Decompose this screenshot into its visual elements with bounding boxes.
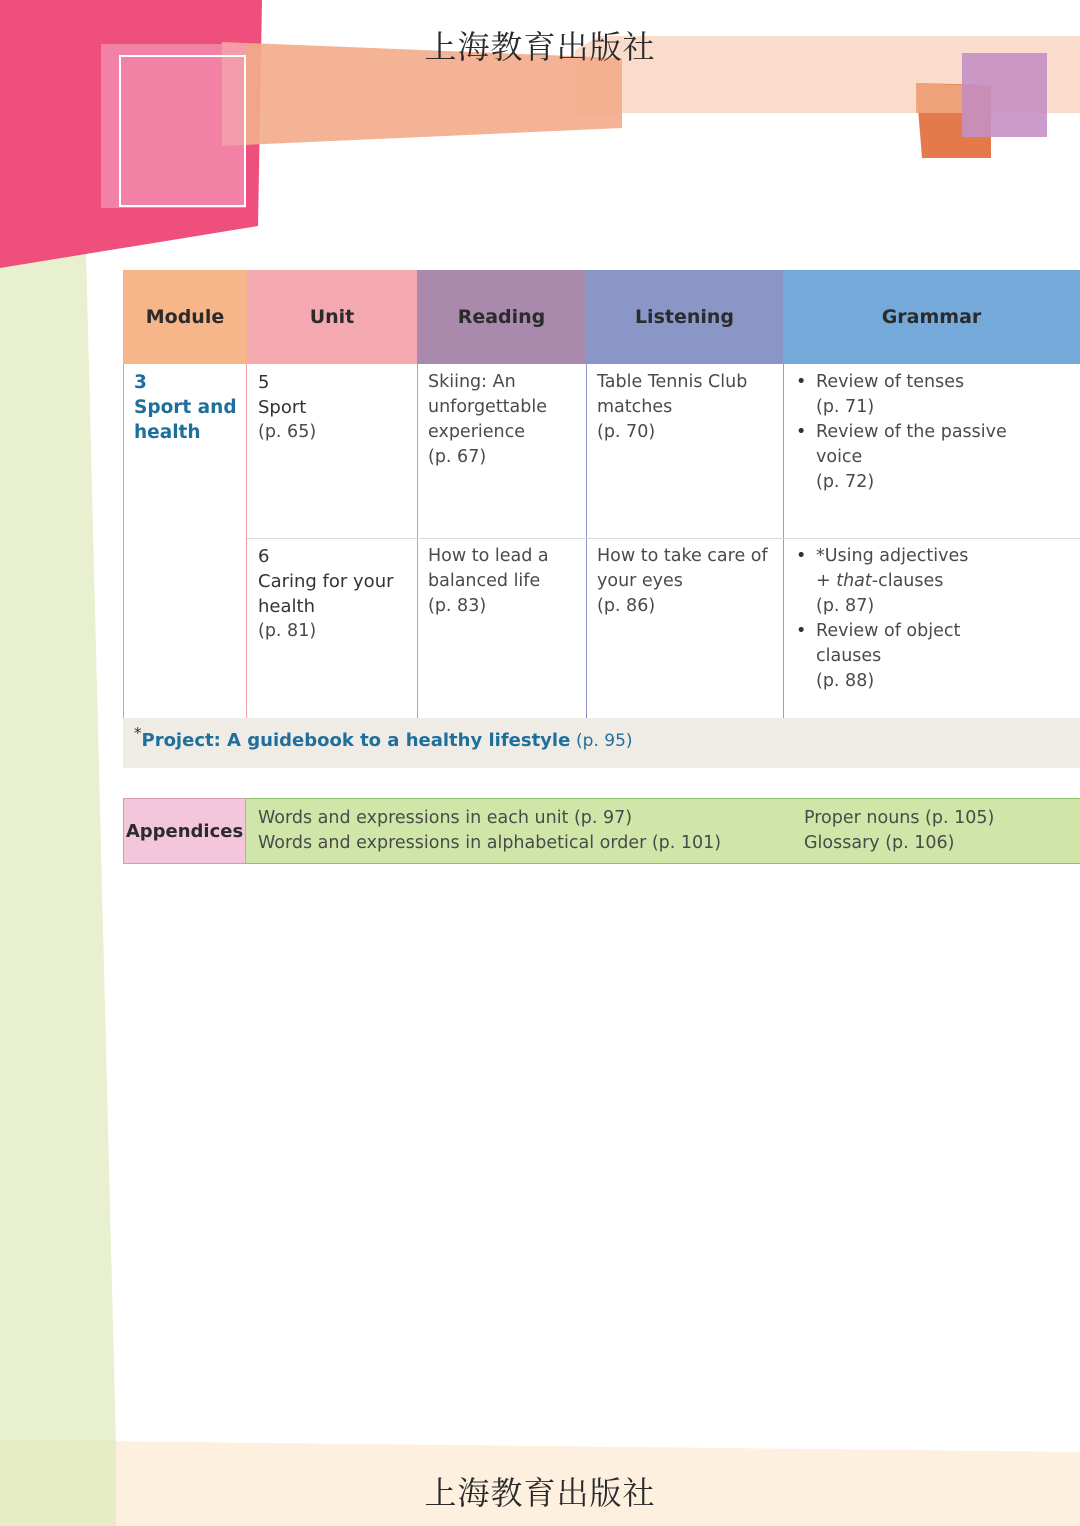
reading-cell-5 — [417, 364, 586, 470]
grammar-item-cont: voice — [816, 447, 863, 467]
appendix-item: Proper nouns (p. 105) — [804, 808, 995, 828]
reading-cell-6 — [417, 538, 586, 619]
header-unit: Unit — [247, 270, 417, 364]
appendices-row — [123, 798, 1080, 864]
header-grammar: Grammar — [783, 270, 1080, 364]
grammar-page: (p. 88) — [816, 671, 875, 691]
appendix-item: Glossary (p. 106) — [804, 833, 955, 853]
unit-cell-5 — [247, 364, 417, 445]
reading-line: balanced life — [428, 571, 541, 591]
publisher-watermark-top: 上海教育出版社 — [424, 28, 656, 66]
module-cell — [123, 364, 246, 445]
unit-page: (p. 81) — [258, 621, 317, 641]
unit-number: 5 — [258, 372, 270, 393]
grammar-page: (p. 72) — [816, 472, 875, 492]
project-bar — [123, 718, 1080, 768]
unit-title-cont: health — [258, 596, 315, 617]
appendices-body — [246, 798, 1080, 864]
project-star: * — [134, 724, 142, 742]
unit-page: (p. 65) — [258, 422, 317, 442]
reading-page: (p. 67) — [428, 447, 487, 467]
listening-line: matches — [597, 397, 673, 417]
project-page: (p. 95) — [576, 731, 633, 751]
appendices-col1 — [258, 806, 721, 856]
appendix-item: Words and expressions in alphabetical order (p. 101) — [258, 833, 722, 853]
module-number: 3 — [134, 372, 147, 393]
reading-page: (p. 83) — [428, 596, 487, 616]
unit-number: 6 — [258, 546, 270, 567]
grammar-item: • Review of object — [794, 619, 1070, 644]
publisher-watermark-bottom: 上海教育出版社 — [424, 1474, 656, 1512]
grammar-item: • *Using adjectives — [794, 544, 1070, 569]
grammar-plus: + — [816, 571, 837, 591]
header-module: Module — [123, 270, 247, 364]
module-title-line1: Sport and — [134, 397, 237, 418]
grammar-item: • Review of the passive — [794, 420, 1070, 445]
grammar-page: (p. 71) — [816, 397, 875, 417]
appendix-item: Words and expressions in each unit (p. 97) — [258, 808, 633, 828]
listening-page: (p. 70) — [597, 422, 656, 442]
appendices-col2 — [804, 806, 994, 856]
reading-line: unforgettable — [428, 397, 547, 417]
unit-title: Caring for your — [258, 571, 394, 592]
header-reading: Reading — [417, 270, 586, 364]
grammar-cell-5 — [783, 364, 1080, 495]
grammar-item-cont: clauses — [816, 646, 882, 666]
module-title-line2: health — [134, 422, 201, 443]
reading-line: experience — [428, 422, 525, 442]
grammar-page: (p. 87) — [816, 596, 875, 616]
grammar-item: • Review of tenses — [794, 370, 1070, 395]
grammar-cell-6 — [783, 538, 1080, 694]
listening-line: How to take care of — [597, 546, 768, 566]
project-title: Project: A guidebook to a healthy lifestyle — [141, 730, 571, 751]
unit-cell-6 — [247, 538, 417, 644]
unit-title: Sport — [258, 397, 307, 418]
appendices-label: Appendices — [123, 798, 246, 864]
grammar-clauses: -clauses — [871, 571, 944, 591]
header-listening: Listening — [586, 270, 783, 364]
listening-cell-5 — [586, 364, 783, 445]
grammar-item-cont — [794, 569, 1070, 594]
listening-page: (p. 86) — [597, 596, 656, 616]
listening-line: your eyes — [597, 571, 683, 591]
reading-line: Skiing: An — [428, 372, 516, 392]
listening-line: Table Tennis Club — [597, 372, 748, 392]
listening-cell-6 — [586, 538, 783, 619]
grammar-that: that — [836, 571, 872, 591]
reading-line: How to lead a — [428, 546, 549, 566]
